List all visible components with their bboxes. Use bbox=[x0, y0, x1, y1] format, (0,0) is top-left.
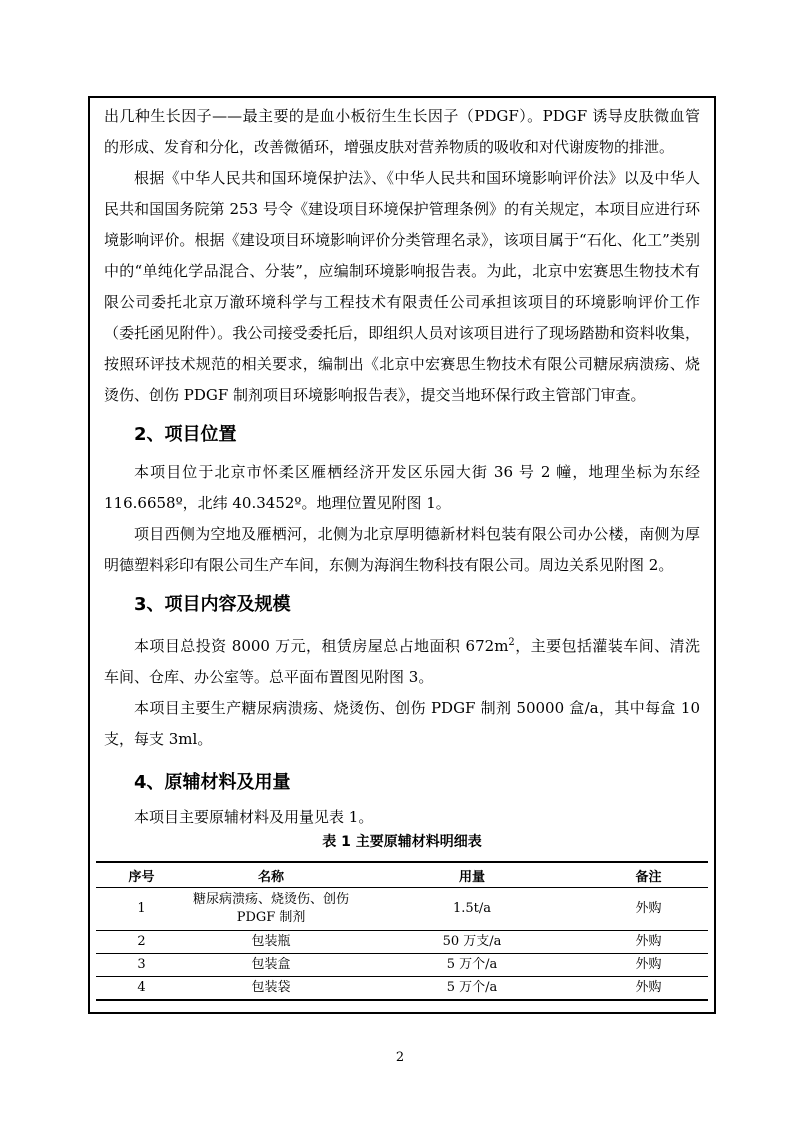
paragraph-production: 本项目主要生产糖尿病溃疡、烧烫伤、创伤 PDGF 制剂 50000 盒/a，其中每盒 10 支，每支 3ml。 bbox=[104, 699, 700, 748]
cell-name: 包装盒 bbox=[187, 954, 355, 977]
page-number: 2 bbox=[395, 1050, 405, 1065]
investment-text-cont: ，主要包括灌装车间、清洗车间、仓库、办公室等。总平面布置图见附图 3。 bbox=[104, 637, 700, 686]
paragraph-investment bbox=[104, 627, 700, 693]
paragraph-pdgf: 出几种生长因子——最主要的是血小板衍生生长因子（PDGF）。PDGF 诱导皮肤微血管的形成、发育和分化，改善微循环，增强皮肤对营养物质的吸收和对代谢废物的排泄。 bbox=[104, 107, 700, 156]
paragraph-legal-basis: 根据《中华人民共和国环境保护法》、《中华人民共和国环境影响评价法》以及中华人民共和国国务院第 253 号令《建设项目环境保护管理条例》的有关规定，本项目应进行环境影响评价。根据《建设项目环境影响评价分类管理名录》，该项目属于“石化、化工”类别中的“单纯化学品混合、分装”，应编制环境影响报告表。为此，北京中宏赛思生物技术有限公司委托北京万澈环境科学与工程技术有限责任公司承担该项目的环境影响评价工作（委托函见附件）。我公司接受委托后，即组织人员对该项目进行了现场踏勘和资料收集，按照环评技术规范的相关要求，编制出《北京中宏赛思生物技术有限公司糖尿病溃疡、烧烫伤、创伤 PDGF 制剂项目环境影响报告表》，提交当地环保行政主管部门审查。 bbox=[104, 169, 700, 404]
table-row bbox=[96, 931, 708, 954]
cell-amount: 5 万个/a bbox=[355, 977, 589, 1001]
header-name: 名称 bbox=[187, 862, 355, 888]
cell-no: 3 bbox=[96, 954, 187, 977]
cell-no: 4 bbox=[96, 977, 187, 1001]
cell-no: 1 bbox=[96, 888, 187, 931]
cell-remark: 外购 bbox=[589, 888, 708, 931]
paragraph-surroundings: 项目西侧为空地及雁栖河，北侧为北京厚明德新材料包装有限公司办公楼，南侧为厚明德塑料彩印有限公司生产车间，东侧为海润生物科技有限公司。周边关系见附图 2。 bbox=[104, 525, 700, 574]
header-amount: 用量 bbox=[355, 862, 589, 888]
table-row bbox=[96, 977, 708, 1001]
section-heading-materials: 4、原辅材料及用量 bbox=[134, 772, 291, 793]
investment-text: 本项目总投资 8000 万元，租赁房屋总占地面积 672m bbox=[134, 637, 509, 655]
table-header-row bbox=[96, 862, 708, 888]
section-heading-content: 3、项目内容及规模 bbox=[134, 594, 291, 615]
cell-remark: 外购 bbox=[589, 931, 708, 954]
paragraph-materials-intro: 本项目主要原辅材料及用量见表 1。 bbox=[134, 808, 374, 826]
content-frame bbox=[88, 96, 716, 1014]
cell-name: 包装瓶 bbox=[187, 931, 355, 954]
cell-amount: 50 万支/a bbox=[355, 931, 589, 954]
cell-amount: 5 万个/a bbox=[355, 954, 589, 977]
table-row bbox=[96, 888, 708, 931]
section-heading-location: 2、项目位置 bbox=[134, 424, 237, 445]
header-no: 序号 bbox=[96, 862, 187, 888]
materials-table bbox=[96, 861, 708, 1001]
header-remark: 备注 bbox=[589, 862, 708, 888]
cell-name: 包装袋 bbox=[187, 977, 355, 1001]
cell-amount: 1.5t/a bbox=[355, 888, 589, 931]
table-title: 表 1 主要原辅材料明细表 bbox=[322, 834, 482, 850]
table-row bbox=[96, 954, 708, 977]
paragraph-location: 本项目位于北京市怀柔区雁栖经济开发区乐园大街 36 号 2 幢，地理坐标为东经 116.6658º，北纬 40.3452º。地理位置见附图 1。 bbox=[104, 463, 700, 512]
area-unit-superscript: 2 bbox=[508, 637, 515, 648]
cell-name: 糖尿病溃疡、烧烫伤、创伤 PDGF 制剂 bbox=[187, 888, 355, 931]
cell-remark: 外购 bbox=[589, 954, 708, 977]
cell-no: 2 bbox=[96, 931, 187, 954]
cell-remark: 外购 bbox=[589, 977, 708, 1001]
